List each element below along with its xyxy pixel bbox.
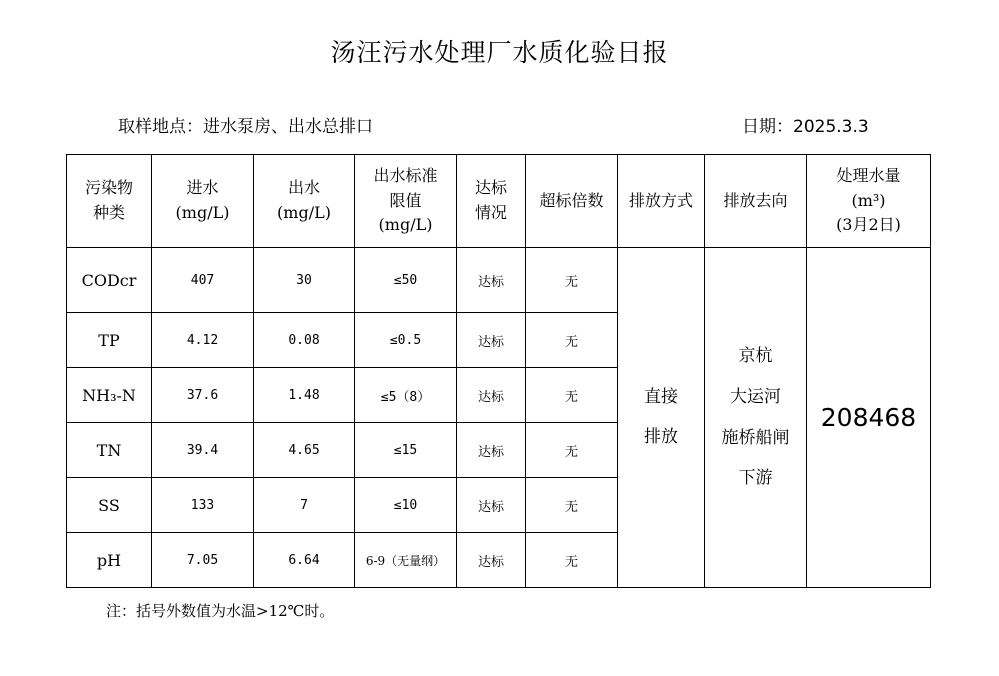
header-limit-line1: 出水标准 (373, 165, 438, 185)
report-title: 汤汪污水处理厂水质化验日报 (330, 38, 669, 67)
exceed-factor: 无 (526, 533, 618, 588)
limit-value: ≤0.5 (355, 313, 457, 368)
inflow-value: 39.4 (152, 423, 254, 478)
header-outflow (254, 155, 355, 248)
limit-value: 6-9（无量纲） (355, 533, 457, 588)
discharge-method-line2: 排放 (644, 426, 678, 447)
discharge-dest-line2: 大运河 (730, 386, 781, 407)
compliance-status: 达标 (457, 423, 526, 478)
limit-value: ≤10 (355, 478, 457, 533)
header-compliance (457, 155, 526, 248)
water-quality-table (66, 154, 931, 588)
header-pollutant-line2: 种类 (92, 203, 125, 222)
pollutant-name: pH (67, 533, 152, 588)
inflow-value: 37.6 (152, 368, 254, 423)
compliance-status: 达标 (457, 313, 526, 368)
inflow-value: 407 (152, 248, 254, 313)
header-volume (807, 155, 931, 248)
pollutant-name: NH₃-N (67, 368, 152, 423)
header-outflow-line1: 出水 (287, 178, 320, 198)
footnote: 注：括号外数值为水温>12℃时。 (106, 602, 335, 620)
inflow-value: 133 (152, 478, 254, 533)
pollutant-name: TN (67, 423, 152, 478)
header-limit-line2: 限值 (389, 190, 422, 210)
table-row (67, 248, 931, 313)
pollutant-name: CODcr (67, 248, 152, 313)
compliance-status: 达标 (457, 248, 526, 313)
header-inflow (152, 155, 254, 248)
limit-value: ≤5（8） (355, 368, 457, 423)
limit-value: ≤50 (355, 248, 457, 313)
discharge-dest-line4: 下游 (738, 468, 773, 489)
header-compliance-line2: 情况 (474, 203, 507, 222)
outflow-value: 0.08 (254, 313, 355, 368)
header-discharge-dest: 排放去向 (705, 155, 807, 248)
exceed-factor: 无 (526, 313, 618, 368)
discharge-dest-line3: 施桥船闸 (721, 427, 790, 448)
header-volume-date: (3月2日) (836, 215, 901, 235)
outflow-value: 4.65 (254, 423, 355, 478)
discharge-destination-cell (705, 248, 807, 588)
exceed-factor: 无 (526, 248, 618, 313)
header-limit-unit: (mg/L) (378, 215, 433, 235)
header-pollutant-line1: 污染物 (84, 178, 133, 198)
exceed-factor: 无 (526, 423, 618, 478)
header-limit (355, 155, 457, 248)
exceed-factor: 无 (526, 368, 618, 423)
header-volume-line1: 处理水量 (836, 165, 901, 185)
limit-value: ≤15 (355, 423, 457, 478)
report-date: 日期：2025.3.3 (742, 117, 869, 137)
pollutant-name: TP (67, 313, 152, 368)
header-row (67, 155, 931, 248)
outflow-value: 30 (254, 248, 355, 313)
header-exceed: 超标倍数 (526, 155, 618, 248)
discharge-method-cell (618, 248, 705, 588)
compliance-status: 达标 (457, 368, 526, 423)
header-compliance-line1: 达标 (474, 178, 507, 198)
inflow-value: 4.12 (152, 313, 254, 368)
header-outflow-unit: (mg/L) (277, 203, 331, 222)
treated-volume-value: 208468 (807, 248, 931, 588)
header-volume-unit: (m³) (851, 190, 886, 210)
outflow-value: 7 (254, 478, 355, 533)
header-inflow-unit: (mg/L) (175, 203, 230, 222)
header-inflow-line1: 进水 (186, 178, 219, 198)
compliance-status: 达标 (457, 533, 526, 588)
outflow-value: 6.64 (254, 533, 355, 588)
pollutant-name: SS (67, 478, 152, 533)
sampling-location: 取样地点：进水泵房、出水总排口 (118, 117, 373, 137)
outflow-value: 1.48 (254, 368, 355, 423)
header-discharge-method: 排放方式 (618, 155, 705, 248)
exceed-factor: 无 (526, 478, 618, 533)
compliance-status: 达标 (457, 478, 526, 533)
header-pollutant (67, 155, 152, 248)
discharge-dest-line1: 京杭 (738, 345, 773, 366)
discharge-method-line1: 直接 (644, 387, 678, 408)
inflow-value: 7.05 (152, 533, 254, 588)
